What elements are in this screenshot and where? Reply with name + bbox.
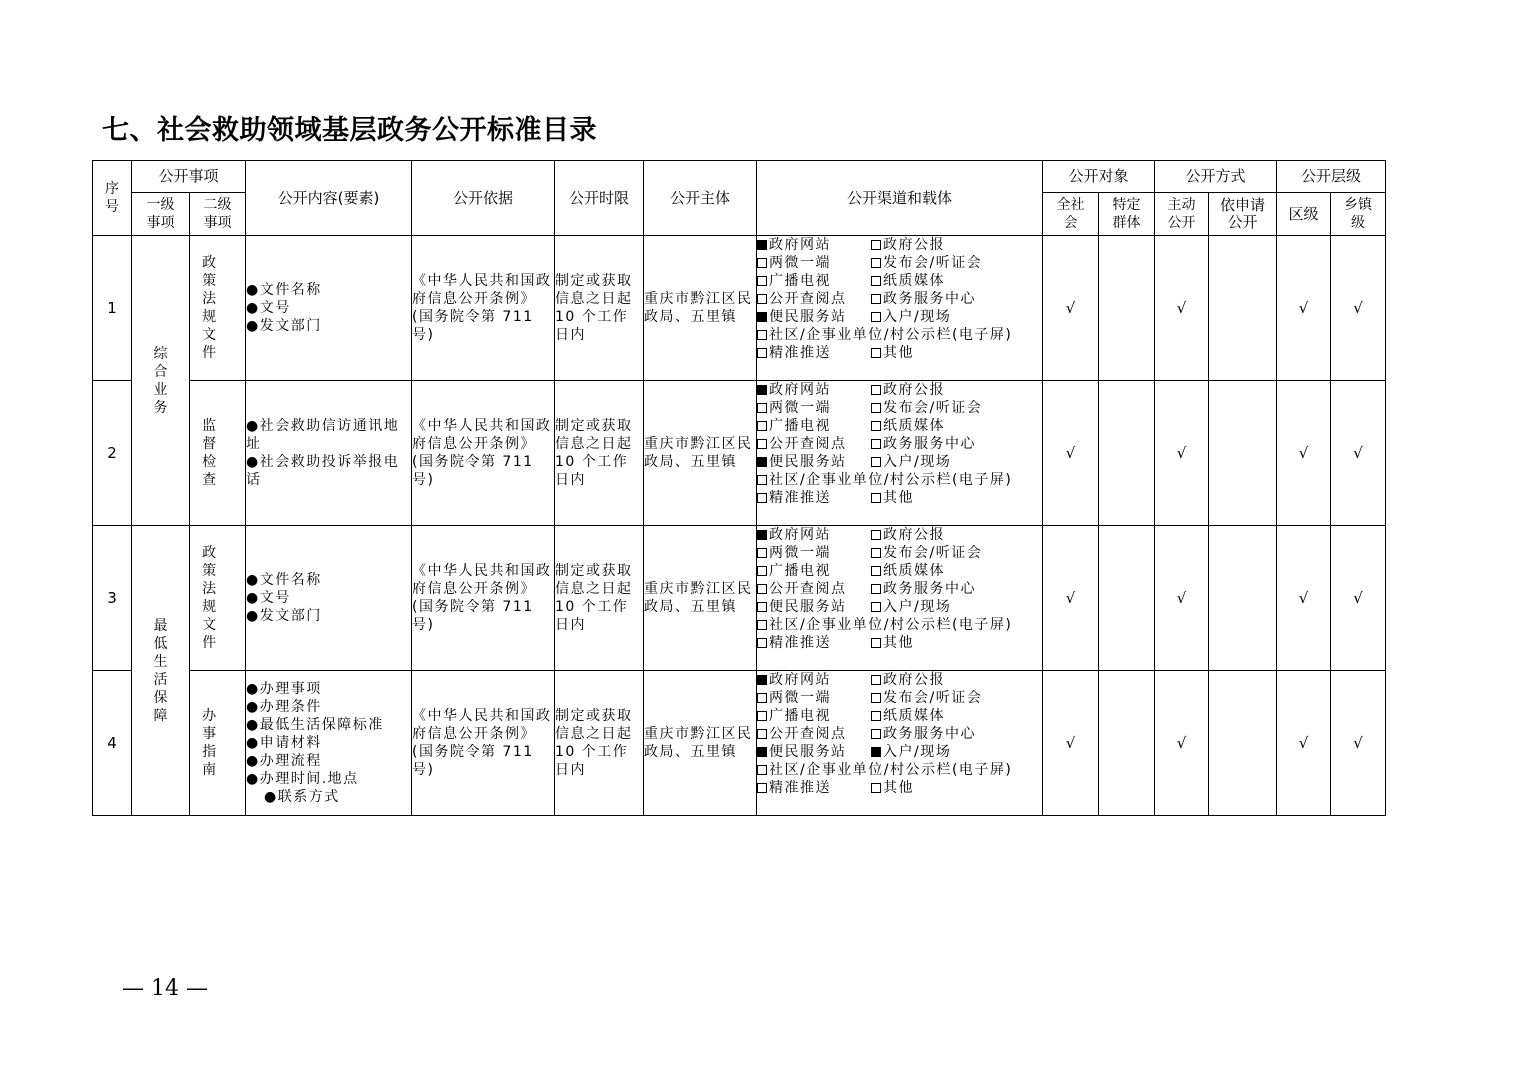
header-method: 公开方式: [1155, 161, 1277, 193]
checked-box-icon: [871, 747, 881, 757]
channel-bulletin: [757, 326, 1012, 344]
checked-box-icon: [757, 747, 767, 757]
basis-cell: 《中华人民共和国政府信息公开条例》(国务院令第 711 号): [412, 671, 555, 816]
channel-label: 纸质媒体: [883, 418, 946, 434]
tier-district-mark: √: [1277, 381, 1331, 526]
channel-service-station: [757, 598, 871, 616]
tier-district-mark: √: [1277, 526, 1331, 671]
content-element: ●文件名称: [246, 572, 322, 588]
unchecked-box-icon: [871, 312, 881, 322]
channel-label: 两微一端: [769, 255, 832, 271]
unchecked-box-icon: [871, 421, 881, 431]
channel-door-to-door: [871, 453, 951, 471]
header-seq: 序号: [93, 161, 132, 236]
channel-two-micro: [757, 399, 871, 417]
unchecked-box-icon: [757, 493, 767, 503]
method-active-mark: √: [1155, 526, 1209, 671]
channel-gov-site: [757, 671, 871, 689]
audience-specific-mark: [1099, 526, 1155, 671]
audience-specific-mark: [1099, 671, 1155, 816]
channels-cell: [757, 236, 1043, 381]
channel-service-center: [871, 435, 976, 453]
channel-label: 便民服务站: [769, 744, 847, 760]
unchecked-box-icon: [871, 530, 881, 540]
category-cell: [132, 526, 190, 816]
header-time-limit: 公开时限: [555, 161, 644, 236]
channel-label: 广播电视: [769, 418, 832, 434]
unchecked-box-icon: [757, 403, 767, 413]
channel-service-center: [871, 580, 976, 598]
channel-label: 公开查阅点: [769, 436, 847, 452]
header-method-active: 主动公开: [1155, 193, 1209, 236]
channel-label: 纸质媒体: [883, 563, 946, 579]
channel-tv: [757, 562, 871, 580]
content-element: ●社会救助投诉举报电话: [246, 454, 400, 488]
channel-label: 发布会/听证会: [883, 545, 983, 561]
channel-label: 精准推送: [769, 635, 832, 651]
unchecked-box-icon: [871, 566, 881, 576]
unchecked-box-icon: [757, 330, 767, 340]
table-row: [93, 526, 1386, 671]
channel-label: 社区/企事业单位/村公示栏(电子屏): [769, 617, 1013, 633]
unchecked-box-icon: [871, 638, 881, 648]
content-element: ●办理时间.地点: [246, 771, 359, 787]
channel-other: [871, 489, 914, 507]
channels-cell: [757, 671, 1043, 816]
method-active-mark: √: [1155, 671, 1209, 816]
channel-label: 两微一端: [769, 690, 832, 706]
unchecked-box-icon: [871, 493, 881, 503]
time-limit-cell: 制定或获取信息之日起 10 个工作日内: [555, 236, 644, 381]
content-elements-cell: [246, 381, 412, 526]
unchecked-box-icon: [871, 385, 881, 395]
unchecked-box-icon: [871, 258, 881, 268]
channel-label: 政府公报: [883, 382, 946, 398]
audience-specific-mark: [1099, 236, 1155, 381]
unchecked-box-icon: [757, 620, 767, 630]
unchecked-box-icon: [757, 548, 767, 558]
subcategory-cell: [190, 671, 246, 816]
header-subject: 公开主体: [644, 161, 757, 236]
channel-gov-gazette: [871, 526, 945, 544]
header-basis: 公开依据: [412, 161, 555, 236]
subcategory-cell: [190, 236, 246, 381]
channel-door-to-door: [871, 308, 951, 326]
content-element: ●办理事项: [246, 681, 322, 697]
channel-service-center: [871, 725, 976, 743]
channel-paper: [871, 272, 945, 290]
channels-cell: [757, 381, 1043, 526]
channel-label: 精准推送: [769, 345, 832, 361]
channel-label: 政府公报: [883, 672, 946, 688]
checked-box-icon: [757, 312, 767, 322]
content-elements-cell: [246, 236, 412, 381]
channel-label: 纸质媒体: [883, 273, 946, 289]
channel-label: 纸质媒体: [883, 708, 946, 724]
header-items: 公开事项: [132, 161, 246, 193]
channel-label: 政府公报: [883, 527, 946, 543]
channel-press-hearing: [871, 544, 982, 562]
unchecked-box-icon: [871, 711, 881, 721]
channel-label: 公开查阅点: [769, 291, 847, 307]
method-active-mark: √: [1155, 236, 1209, 381]
channel-press-hearing: [871, 399, 982, 417]
content-element: ●文号: [246, 590, 291, 606]
channel-label: 政务服务中心: [883, 436, 977, 452]
unchecked-box-icon: [757, 421, 767, 431]
channel-label: 便民服务站: [769, 454, 847, 470]
unchecked-box-icon: [757, 729, 767, 739]
channel-other: [871, 344, 914, 362]
content-element: ●文件名称: [246, 282, 322, 298]
seq-cell: 2: [93, 381, 132, 526]
unchecked-box-icon: [757, 348, 767, 358]
table-row: [93, 236, 1386, 381]
channel-label: 社区/企事业单位/村公示栏(电子屏): [769, 472, 1013, 488]
channel-label: 其他: [883, 780, 915, 796]
subject-cell: 重庆市黔江区民政局、五里镇: [644, 381, 757, 526]
channel-other: [871, 779, 914, 797]
content-elements-cell: [246, 671, 412, 816]
channel-label: 便民服务站: [769, 599, 847, 615]
tier-district-mark: √: [1277, 236, 1331, 381]
channel-label: 入户/现场: [883, 744, 952, 760]
channel-two-micro: [757, 689, 871, 707]
unchecked-box-icon: [757, 276, 767, 286]
method-request-mark: [1209, 381, 1277, 526]
unchecked-box-icon: [871, 348, 881, 358]
channel-gov-gazette: [871, 381, 945, 399]
unchecked-box-icon: [757, 765, 767, 775]
channel-bulletin: [757, 616, 1012, 634]
channel-label: 精准推送: [769, 490, 832, 506]
method-request-mark: [1209, 526, 1277, 671]
unchecked-box-icon: [871, 584, 881, 594]
unchecked-box-icon: [757, 566, 767, 576]
content-element: ●社会救助信访通讯地址: [246, 418, 400, 452]
unchecked-box-icon: [871, 439, 881, 449]
channel-label: 社区/企事业单位/村公示栏(电子屏): [769, 762, 1013, 778]
header-audience-specific: 特定群体: [1099, 193, 1155, 236]
channel-press-hearing: [871, 689, 982, 707]
channel-gov-site: [757, 526, 871, 544]
channel-paper: [871, 417, 945, 435]
unchecked-box-icon: [871, 276, 881, 286]
channel-label: 政府网站: [769, 237, 832, 253]
channel-tv: [757, 272, 871, 290]
header-audience: 公开对象: [1043, 161, 1155, 193]
unchecked-box-icon: [871, 675, 881, 685]
header-channels: 公开渠道和载体: [757, 161, 1043, 236]
channel-label: 政府网站: [769, 382, 832, 398]
channel-door-to-door: [871, 743, 951, 761]
audience-all-mark: √: [1043, 236, 1099, 381]
basis-cell: 《中华人民共和国政府信息公开条例》(国务院令第 711 号): [412, 381, 555, 526]
checked-box-icon: [757, 530, 767, 540]
channel-label: 发布会/听证会: [883, 690, 983, 706]
channel-two-micro: [757, 254, 871, 272]
unchecked-box-icon: [757, 439, 767, 449]
unchecked-box-icon: [757, 693, 767, 703]
channel-label: 精准推送: [769, 780, 832, 796]
channel-label: 政务服务中心: [883, 291, 977, 307]
channel-paper: [871, 562, 945, 580]
channel-push: [757, 634, 871, 652]
channel-push: [757, 779, 871, 797]
method-active-mark: √: [1155, 381, 1209, 526]
checked-box-icon: [757, 457, 767, 467]
channel-door-to-door: [871, 598, 951, 616]
channel-gov-site: [757, 236, 871, 254]
unchecked-box-icon: [871, 403, 881, 413]
unchecked-box-icon: [871, 240, 881, 250]
header-content: 公开内容(要素): [246, 161, 412, 236]
content-element: ●办理条件: [246, 699, 322, 715]
channel-label: 广播电视: [769, 563, 832, 579]
tier-district-mark: √: [1277, 671, 1331, 816]
channel-service-station: [757, 308, 871, 326]
channel-label: 社区/企事业单位/村公示栏(电子屏): [769, 327, 1013, 343]
channel-tv: [757, 417, 871, 435]
channel-service-station: [757, 743, 871, 761]
unchecked-box-icon: [871, 693, 881, 703]
subcategory-label: 政策法规文件: [202, 545, 219, 651]
basis-cell: 《中华人民共和国政府信息公开条例》(国务院令第 711 号): [412, 236, 555, 381]
header-level1: 一级事项: [132, 193, 190, 236]
subject-cell: 重庆市黔江区民政局、五里镇: [644, 236, 757, 381]
tier-town-mark: √: [1331, 526, 1386, 671]
header-method-request: 依申请公开: [1209, 193, 1277, 236]
unchecked-box-icon: [871, 457, 881, 467]
table-row: [93, 671, 1386, 816]
channel-label: 入户/现场: [883, 454, 952, 470]
unchecked-box-icon: [871, 548, 881, 558]
channel-gov-gazette: [871, 236, 945, 254]
channel-label: 政府网站: [769, 527, 832, 543]
checked-box-icon: [757, 675, 767, 685]
channel-tv: [757, 707, 871, 725]
audience-all-mark: √: [1043, 671, 1099, 816]
channel-service-station: [757, 453, 871, 471]
subcategory-label: 办事指南: [202, 708, 219, 778]
unchecked-box-icon: [871, 729, 881, 739]
content-element: ●发文部门: [246, 318, 322, 334]
unchecked-box-icon: [757, 475, 767, 485]
channel-label: 政务服务中心: [883, 581, 977, 597]
method-request-mark: [1209, 236, 1277, 381]
channel-label: 政府公报: [883, 237, 946, 253]
unchecked-box-icon: [757, 584, 767, 594]
channel-label: 政务服务中心: [883, 726, 977, 742]
channel-two-micro: [757, 544, 871, 562]
channel-label: 入户/现场: [883, 599, 952, 615]
content-element: ●文号: [246, 300, 291, 316]
header-tier-district: 区级: [1277, 193, 1331, 236]
audience-all-mark: √: [1043, 381, 1099, 526]
channel-label: 发布会/听证会: [883, 400, 983, 416]
seq-cell: 3: [93, 526, 132, 671]
channel-query-point: [757, 435, 871, 453]
category-label: 最低生活保障: [153, 617, 168, 724]
category-cell: [132, 236, 190, 526]
channel-service-center: [871, 290, 976, 308]
channel-label: 两微一端: [769, 545, 832, 561]
channel-push: [757, 344, 871, 362]
time-limit-cell: 制定或获取信息之日起 10 个工作日内: [555, 526, 644, 671]
audience-all-mark: √: [1043, 526, 1099, 671]
table-row: [93, 381, 1386, 526]
channel-label: 便民服务站: [769, 309, 847, 325]
unchecked-box-icon: [757, 294, 767, 304]
channel-label: 公开查阅点: [769, 726, 847, 742]
audience-specific-mark: [1099, 381, 1155, 526]
tier-town-mark: √: [1331, 236, 1386, 381]
header-level2: 二级事项: [190, 193, 246, 236]
tier-town-mark: √: [1331, 671, 1386, 816]
seq-cell: 4: [93, 671, 132, 816]
time-limit-cell: 制定或获取信息之日起 10 个工作日内: [555, 381, 644, 526]
category-label: 综合业务: [153, 345, 168, 416]
content-element: ●最低生活保障标准: [246, 717, 384, 733]
channel-query-point: [757, 725, 871, 743]
channels-cell: [757, 526, 1043, 671]
header-audience-all: 全社会: [1043, 193, 1099, 236]
page-title: 七、社会救助领域基层政务公开标准目录: [102, 115, 597, 146]
channel-bulletin: [757, 471, 1012, 489]
page-number: — 14 —: [122, 976, 208, 1001]
subcategory-cell: [190, 526, 246, 671]
channel-other: [871, 634, 914, 652]
channel-label: 入户/现场: [883, 309, 952, 325]
subcategory-cell: [190, 381, 246, 526]
content-element: ●发文部门: [246, 608, 322, 624]
channel-query-point: [757, 290, 871, 308]
basis-cell: 《中华人民共和国政府信息公开条例》(国务院令第 711 号): [412, 526, 555, 671]
channel-label: 发布会/听证会: [883, 255, 983, 271]
channel-label: 其他: [883, 345, 915, 361]
checked-box-icon: [757, 240, 767, 250]
content-element: ●联系方式: [264, 789, 340, 805]
channel-label: 两微一端: [769, 400, 832, 416]
channel-paper: [871, 707, 945, 725]
content-element: ●办理流程: [246, 753, 322, 769]
unchecked-box-icon: [871, 602, 881, 612]
channel-label: 政府网站: [769, 672, 832, 688]
seq-cell: 1: [93, 236, 132, 381]
unchecked-box-icon: [871, 783, 881, 793]
unchecked-box-icon: [757, 602, 767, 612]
channel-label: 其他: [883, 490, 915, 506]
channel-label: 公开查阅点: [769, 581, 847, 597]
channel-gov-gazette: [871, 671, 945, 689]
subcategory-label: 监督检查: [202, 418, 219, 488]
header-tier-town: 乡镇级: [1331, 193, 1386, 236]
unchecked-box-icon: [871, 294, 881, 304]
header-tier: 公开层级: [1277, 161, 1386, 193]
channel-label: 广播电视: [769, 273, 832, 289]
channel-bulletin: [757, 761, 1012, 779]
unchecked-box-icon: [757, 638, 767, 648]
checked-box-icon: [757, 385, 767, 395]
subject-cell: 重庆市黔江区民政局、五里镇: [644, 526, 757, 671]
channel-press-hearing: [871, 254, 982, 272]
unchecked-box-icon: [757, 711, 767, 721]
tier-town-mark: √: [1331, 381, 1386, 526]
unchecked-box-icon: [757, 783, 767, 793]
channel-label: 广播电视: [769, 708, 832, 724]
channel-push: [757, 489, 871, 507]
unchecked-box-icon: [757, 258, 767, 268]
channel-gov-site: [757, 381, 871, 399]
subject-cell: 重庆市黔江区民政局、五里镇: [644, 671, 757, 816]
catalog-table: [92, 160, 1386, 816]
content-elements-cell: [246, 526, 412, 671]
content-element: ●申请材料: [246, 735, 322, 751]
time-limit-cell: 制定或获取信息之日起 10 个工作日内: [555, 671, 644, 816]
channel-query-point: [757, 580, 871, 598]
channel-label: 其他: [883, 635, 915, 651]
method-request-mark: [1209, 671, 1277, 816]
subcategory-label: 政策法规文件: [202, 255, 219, 361]
